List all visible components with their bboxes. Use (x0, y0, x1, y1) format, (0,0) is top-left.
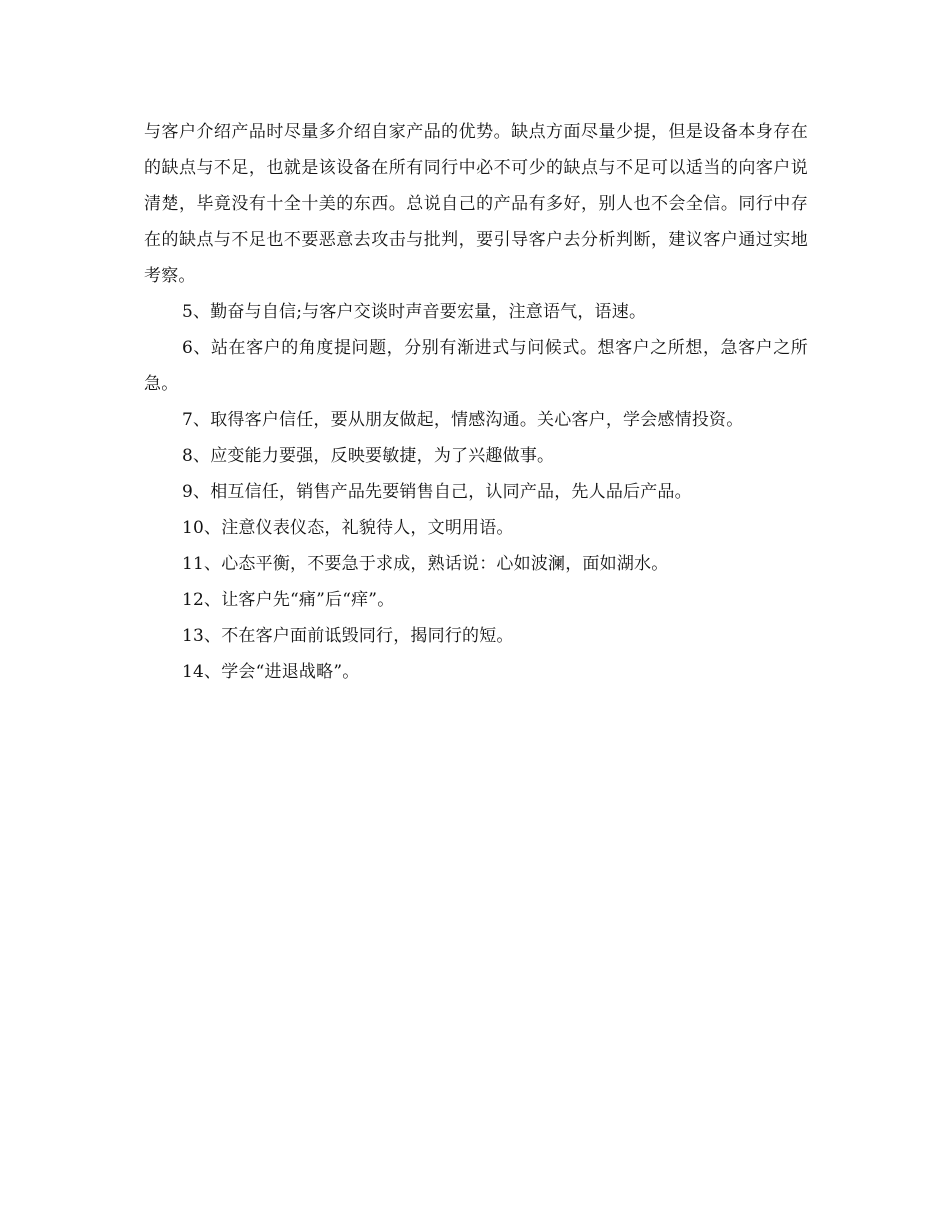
list-item-11: 11、心态平衡，不要急于求成，熟话说：心如波澜，面如湖水。 (182, 554, 669, 574)
list-item-12: 12、让客户先“痛”后“痒”。 (182, 590, 395, 610)
list-item-10: 10、注意仪表仪态，礼貌待人，文明用语。 (182, 518, 514, 538)
list-item-5: 5、勤奋与自信;与客户交谈时声音要宏量，注意语气，语速。 (182, 302, 647, 322)
list-item-7: 7、取得客户信任，要从朋友做起，情感沟通。关心客户，学会感情投资。 (182, 410, 744, 430)
document-body (144, 114, 808, 690)
list-item-13: 13、不在客户面前诋毁同行，揭同行的短。 (182, 626, 514, 646)
list-item-8: 8、应变能力要强，反映要敏捷，为了兴趣做事。 (182, 446, 555, 466)
list-item-14: 14、学会“进退战略”。 (182, 662, 360, 682)
list-item-6: 6、站在客户的角度提问题，分别有渐进式与问候式。想客户之所想，急客户之所急。 (144, 338, 808, 394)
list-item-9: 9、相互信任，销售产品先要销售自己，认同产品，先人品后产品。 (182, 482, 692, 502)
intro-paragraph: 与客户介绍产品时尽量多介绍自家产品的优势。缺点方面尽量少提，但是设备本身存在的缺点与不足，也就是该设备在所有同行中必不可少的缺点与不足可以适当的向客户说清楚，毕竟没有十全十美的东西。总说自己的产品有多好，别人也不会全信。同行中存在的缺点与不足也不要恶意去攻击与批判，要引导客户去分析判断，建议客户通过实地考察。 (144, 122, 808, 286)
